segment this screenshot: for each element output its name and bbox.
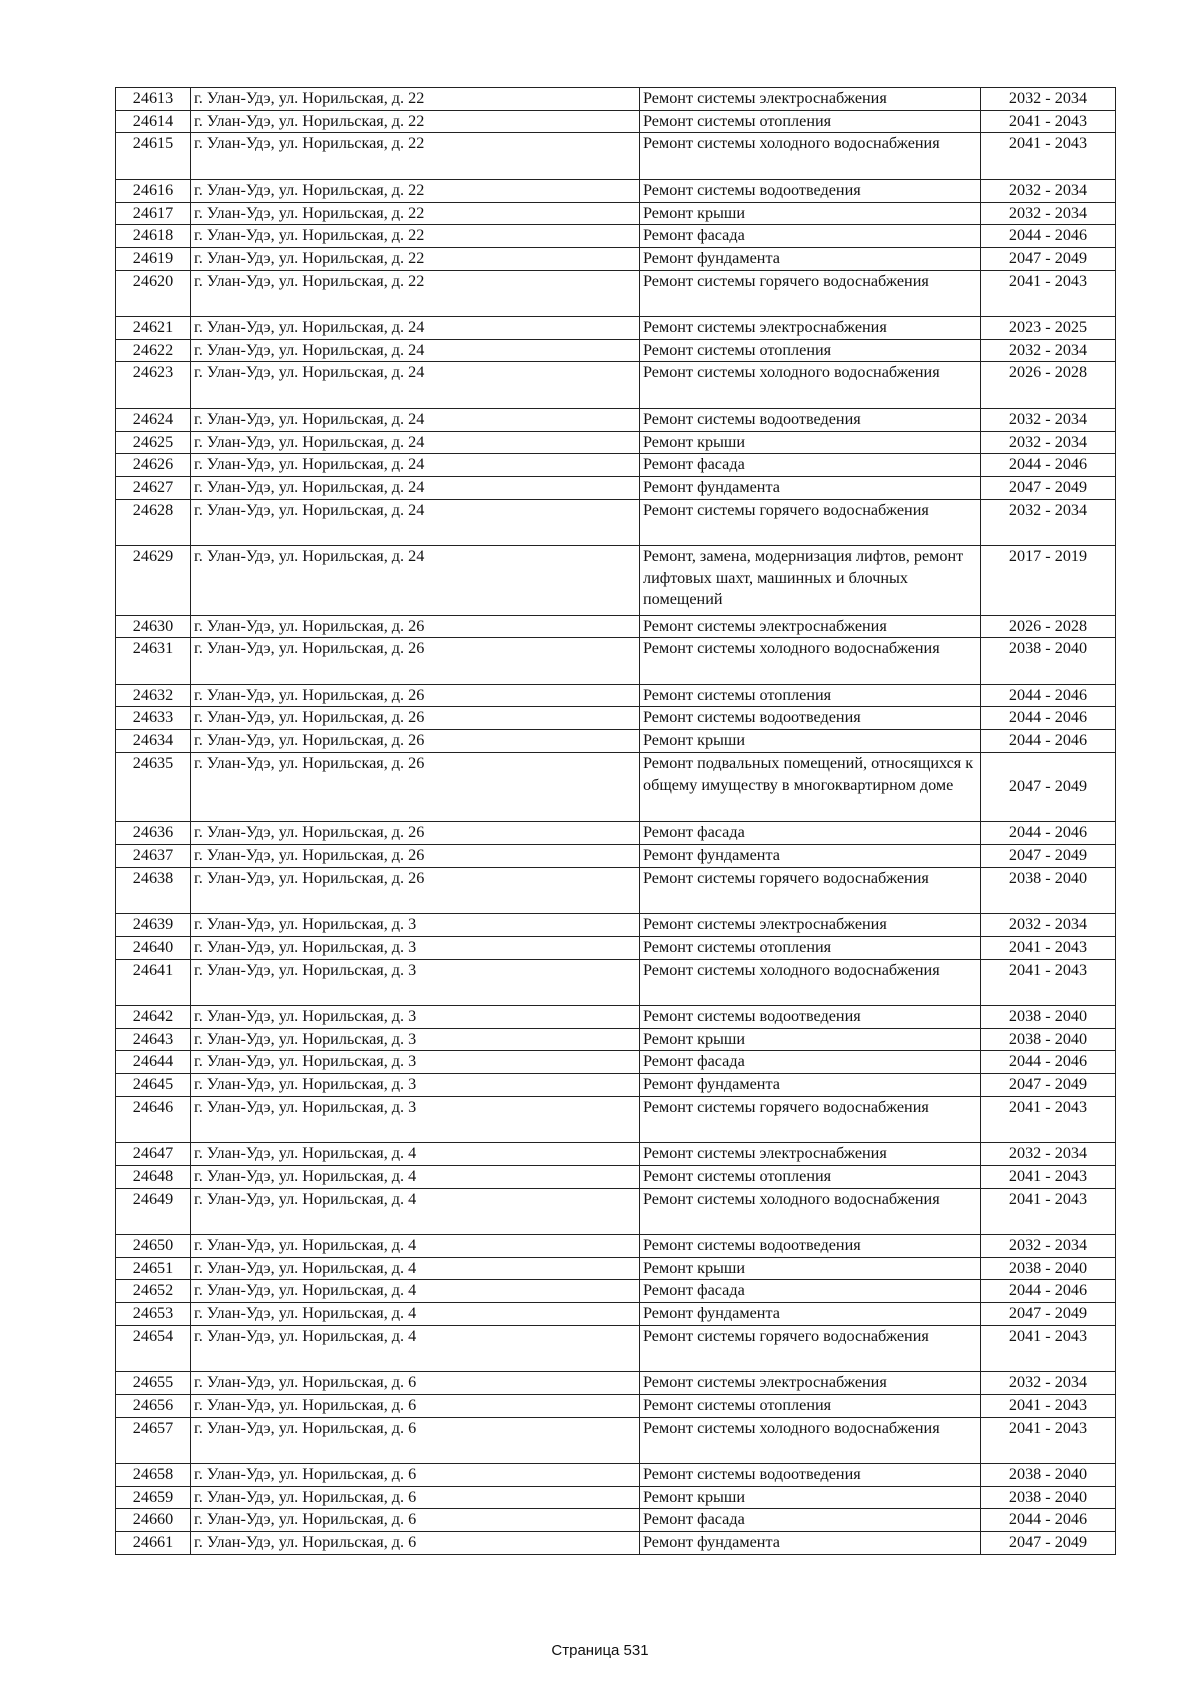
address-cell: г. Улан-Удэ, ул. Норильская, д. 4 — [191, 1188, 640, 1234]
table-row — [116, 752, 1116, 822]
work-type-cell: Ремонт фундамента — [640, 247, 981, 270]
table-row — [116, 408, 1116, 431]
period-cell: 2038 - 2040 — [981, 638, 1116, 684]
table-row — [116, 845, 1116, 868]
period-cell: 2041 - 2043 — [981, 1165, 1116, 1188]
period-cell: 2032 - 2034 — [981, 339, 1116, 362]
table-row — [116, 1532, 1116, 1555]
work-type-cell: Ремонт системы электроснабжения — [640, 1372, 981, 1395]
period-cell: 2023 - 2025 — [981, 317, 1116, 340]
address-cell: г. Улан-Удэ, ул. Норильская, д. 22 — [191, 88, 640, 111]
table-row — [116, 707, 1116, 730]
table-row — [116, 270, 1116, 316]
work-type-cell: Ремонт системы водоотведения — [640, 1234, 981, 1257]
row-number-cell: 24613 — [116, 88, 191, 111]
period-cell: 2041 - 2043 — [981, 133, 1116, 179]
row-number-cell: 24645 — [116, 1074, 191, 1097]
address-cell: г. Улан-Удэ, ул. Норильская, д. 24 — [191, 362, 640, 408]
table-row — [116, 499, 1116, 545]
table-row — [116, 914, 1116, 937]
work-type-cell: Ремонт крыши — [640, 1028, 981, 1051]
address-cell: г. Улан-Удэ, ул. Норильская, д. 6 — [191, 1394, 640, 1417]
address-cell: г. Улан-Удэ, ул. Норильская, д. 6 — [191, 1532, 640, 1555]
work-type-cell: Ремонт системы отопления — [640, 936, 981, 959]
row-number-cell: 24646 — [116, 1096, 191, 1142]
table-row — [116, 179, 1116, 202]
page-number: Страница 531 — [551, 1642, 649, 1659]
address-cell: г. Улан-Удэ, ул. Норильская, д. 4 — [191, 1165, 640, 1188]
period-cell: 2032 - 2034 — [981, 914, 1116, 937]
table-row — [116, 1074, 1116, 1097]
row-number-cell: 24615 — [116, 133, 191, 179]
row-number-cell: 24658 — [116, 1463, 191, 1486]
table-row — [116, 133, 1116, 179]
row-number-cell: 24650 — [116, 1234, 191, 1257]
row-number-cell: 24637 — [116, 845, 191, 868]
row-number-cell: 24635 — [116, 752, 191, 822]
row-number-cell: 24625 — [116, 431, 191, 454]
period-cell: 2032 - 2034 — [981, 1234, 1116, 1257]
period-cell: 2047 - 2049 — [981, 845, 1116, 868]
table-row — [116, 1188, 1116, 1234]
work-type-cell: Ремонт подвальных помещений, относящихся к общему имуществу в многоквартирном доме — [640, 752, 981, 822]
table-row — [116, 730, 1116, 753]
row-number-cell: 24629 — [116, 546, 191, 616]
address-cell: г. Улан-Удэ, ул. Норильская, д. 24 — [191, 546, 640, 616]
table-row — [116, 1096, 1116, 1142]
table-row — [116, 339, 1116, 362]
work-type-cell: Ремонт системы горячего водоснабжения — [640, 499, 981, 545]
work-type-cell: Ремонт крыши — [640, 431, 981, 454]
table-row — [116, 1372, 1116, 1395]
table-body — [116, 88, 1116, 1555]
period-cell: 2041 - 2043 — [981, 1096, 1116, 1142]
work-type-cell: Ремонт крыши — [640, 202, 981, 225]
period-cell: 2041 - 2043 — [981, 270, 1116, 316]
period-cell: 2041 - 2043 — [981, 1188, 1116, 1234]
row-number-cell: 24661 — [116, 1532, 191, 1555]
address-cell: г. Улан-Удэ, ул. Норильская, д. 24 — [191, 408, 640, 431]
table-row — [116, 1165, 1116, 1188]
table-row — [116, 1028, 1116, 1051]
row-number-cell: 24640 — [116, 936, 191, 959]
work-type-cell: Ремонт системы горячего водоснабжения — [640, 270, 981, 316]
row-number-cell: 24638 — [116, 867, 191, 913]
address-cell: г. Улан-Удэ, ул. Норильская, д. 26 — [191, 822, 640, 845]
table-row — [116, 317, 1116, 340]
row-number-cell: 24620 — [116, 270, 191, 316]
work-type-cell: Ремонт фасада — [640, 225, 981, 248]
row-number-cell: 24631 — [116, 638, 191, 684]
row-number-cell: 24649 — [116, 1188, 191, 1234]
address-cell: г. Улан-Удэ, ул. Норильская, д. 22 — [191, 247, 640, 270]
work-type-cell: Ремонт фундамента — [640, 476, 981, 499]
table-row — [116, 1303, 1116, 1326]
table-row — [116, 225, 1116, 248]
period-cell: 2044 - 2046 — [981, 730, 1116, 753]
table-row — [116, 1394, 1116, 1417]
period-cell: 2032 - 2034 — [981, 499, 1116, 545]
period-cell: 2044 - 2046 — [981, 225, 1116, 248]
row-number-cell: 24660 — [116, 1509, 191, 1532]
period-cell: 2032 - 2034 — [981, 431, 1116, 454]
table-row — [116, 88, 1116, 111]
row-number-cell: 24623 — [116, 362, 191, 408]
table-row — [116, 867, 1116, 913]
table-row — [116, 1143, 1116, 1166]
row-number-cell: 24628 — [116, 499, 191, 545]
work-type-cell: Ремонт крыши — [640, 730, 981, 753]
period-cell: 2038 - 2040 — [981, 1005, 1116, 1028]
work-type-cell: Ремонт фундамента — [640, 1303, 981, 1326]
table-row — [116, 936, 1116, 959]
work-type-cell: Ремонт системы горячего водоснабжения — [640, 1325, 981, 1371]
address-cell: г. Улан-Удэ, ул. Норильская, д. 4 — [191, 1303, 640, 1326]
address-cell: г. Улан-Удэ, ул. Норильская, д. 6 — [191, 1372, 640, 1395]
work-type-cell: Ремонт системы водоотведения — [640, 408, 981, 431]
period-cell: 2047 - 2049 — [981, 476, 1116, 499]
row-number-cell: 24624 — [116, 408, 191, 431]
address-cell: г. Улан-Удэ, ул. Норильская, д. 26 — [191, 845, 640, 868]
table-row — [116, 638, 1116, 684]
row-number-cell: 24633 — [116, 707, 191, 730]
row-number-cell: 24616 — [116, 179, 191, 202]
table-row — [116, 1005, 1116, 1028]
row-number-cell: 24655 — [116, 1372, 191, 1395]
row-number-cell: 24634 — [116, 730, 191, 753]
work-type-cell: Ремонт системы горячего водоснабжения — [640, 867, 981, 913]
period-cell: 2047 - 2049 — [981, 1303, 1116, 1326]
period-cell: 2041 - 2043 — [981, 1394, 1116, 1417]
period-cell: 2044 - 2046 — [981, 1509, 1116, 1532]
work-type-cell: Ремонт системы холодного водоснабжения — [640, 133, 981, 179]
row-number-cell: 24656 — [116, 1394, 191, 1417]
address-cell: г. Улан-Удэ, ул. Норильская, д. 6 — [191, 1486, 640, 1509]
work-type-cell: Ремонт фасада — [640, 1509, 981, 1532]
row-number-cell: 24639 — [116, 914, 191, 937]
work-type-cell: Ремонт системы горячего водоснабжения — [640, 1096, 981, 1142]
row-number-cell: 24651 — [116, 1257, 191, 1280]
row-number-cell: 24614 — [116, 110, 191, 133]
work-type-cell: Ремонт фасада — [640, 1051, 981, 1074]
address-cell: г. Улан-Удэ, ул. Норильская, д. 24 — [191, 317, 640, 340]
row-number-cell: 24659 — [116, 1486, 191, 1509]
period-cell: 2041 - 2043 — [981, 1417, 1116, 1463]
address-cell: г. Улан-Удэ, ул. Норильская, д. 3 — [191, 936, 640, 959]
period-cell: 2044 - 2046 — [981, 684, 1116, 707]
address-cell: г. Улан-Удэ, ул. Норильская, д. 24 — [191, 499, 640, 545]
period-cell: 2032 - 2034 — [981, 179, 1116, 202]
address-cell: г. Улан-Удэ, ул. Норильская, д. 22 — [191, 133, 640, 179]
work-type-cell: Ремонт системы отопления — [640, 339, 981, 362]
address-cell: г. Улан-Удэ, ул. Норильская, д. 3 — [191, 959, 640, 1005]
table-row — [116, 1280, 1116, 1303]
table-row — [116, 1325, 1116, 1371]
work-type-cell: Ремонт системы отопления — [640, 1165, 981, 1188]
work-type-cell: Ремонт системы отопления — [640, 110, 981, 133]
period-cell: 2038 - 2040 — [981, 1486, 1116, 1509]
table-row — [116, 1234, 1116, 1257]
work-type-cell: Ремонт фундамента — [640, 1074, 981, 1097]
table-row — [116, 684, 1116, 707]
address-cell: г. Улан-Удэ, ул. Норильская, д. 26 — [191, 752, 640, 822]
repair-schedule-table — [115, 87, 1116, 1555]
address-cell: г. Улан-Удэ, ул. Норильская, д. 3 — [191, 914, 640, 937]
work-type-cell: Ремонт системы электроснабжения — [640, 1143, 981, 1166]
address-cell: г. Улан-Удэ, ул. Норильская, д. 26 — [191, 684, 640, 707]
address-cell: г. Улан-Удэ, ул. Норильская, д. 26 — [191, 867, 640, 913]
work-type-cell: Ремонт системы водоотведения — [640, 1463, 981, 1486]
period-cell: 2044 - 2046 — [981, 707, 1116, 730]
work-type-cell: Ремонт системы отопления — [640, 1394, 981, 1417]
row-number-cell: 24630 — [116, 615, 191, 638]
work-type-cell: Ремонт фасада — [640, 822, 981, 845]
address-cell: г. Улан-Удэ, ул. Норильская, д. 3 — [191, 1051, 640, 1074]
row-number-cell: 24647 — [116, 1143, 191, 1166]
table-row — [116, 247, 1116, 270]
work-type-cell: Ремонт системы водоотведения — [640, 179, 981, 202]
row-number-cell: 24641 — [116, 959, 191, 1005]
row-number-cell: 24644 — [116, 1051, 191, 1074]
work-type-cell: Ремонт, замена, модернизация лифтов, ремонт лифтовых шахт, машинных и блочных помещений — [640, 546, 981, 616]
address-cell: г. Улан-Удэ, ул. Норильская, д. 3 — [191, 1005, 640, 1028]
table-row — [116, 1509, 1116, 1532]
address-cell: г. Улан-Удэ, ул. Норильская, д. 24 — [191, 431, 640, 454]
period-cell: 2038 - 2040 — [981, 867, 1116, 913]
address-cell: г. Улан-Удэ, ул. Норильская, д. 3 — [191, 1074, 640, 1097]
period-cell: 2038 - 2040 — [981, 1028, 1116, 1051]
row-number-cell: 24622 — [116, 339, 191, 362]
period-cell: 2047 - 2049 — [981, 1074, 1116, 1097]
row-number-cell: 24626 — [116, 454, 191, 477]
period-cell: 2041 - 2043 — [981, 936, 1116, 959]
table-row — [116, 110, 1116, 133]
period-cell: 2032 - 2034 — [981, 408, 1116, 431]
row-number-cell: 24653 — [116, 1303, 191, 1326]
period-cell: 2044 - 2046 — [981, 1280, 1116, 1303]
row-number-cell: 24643 — [116, 1028, 191, 1051]
period-cell: 2026 - 2028 — [981, 615, 1116, 638]
table-row — [116, 1486, 1116, 1509]
table-row — [116, 959, 1116, 1005]
period-cell: 2044 - 2046 — [981, 822, 1116, 845]
work-type-cell: Ремонт системы холодного водоснабжения — [640, 638, 981, 684]
work-type-cell: Ремонт системы холодного водоснабжения — [640, 362, 981, 408]
address-cell: г. Улан-Удэ, ул. Норильская, д. 3 — [191, 1096, 640, 1142]
address-cell: г. Улан-Удэ, ул. Норильская, д. 6 — [191, 1509, 640, 1532]
period-cell: 2032 - 2034 — [981, 88, 1116, 111]
period-cell: 2047 - 2049 — [981, 752, 1116, 822]
work-type-cell: Ремонт системы электроснабжения — [640, 317, 981, 340]
row-number-cell: 24617 — [116, 202, 191, 225]
address-cell: г. Улан-Удэ, ул. Норильская, д. 26 — [191, 730, 640, 753]
address-cell: г. Улан-Удэ, ул. Норильская, д. 4 — [191, 1325, 640, 1371]
address-cell: г. Улан-Удэ, ул. Норильская, д. 4 — [191, 1280, 640, 1303]
address-cell: г. Улан-Удэ, ул. Норильская, д. 24 — [191, 476, 640, 499]
address-cell: г. Улан-Удэ, ул. Норильская, д. 6 — [191, 1463, 640, 1486]
period-cell: 2041 - 2043 — [981, 110, 1116, 133]
address-cell: г. Улан-Удэ, ул. Норильская, д. 3 — [191, 1028, 640, 1051]
row-number-cell: 24636 — [116, 822, 191, 845]
address-cell: г. Улан-Удэ, ул. Норильская, д. 24 — [191, 339, 640, 362]
work-type-cell: Ремонт системы электроснабжения — [640, 914, 981, 937]
work-type-cell: Ремонт системы холодного водоснабжения — [640, 959, 981, 1005]
work-type-cell: Ремонт системы электроснабжения — [640, 88, 981, 111]
work-type-cell: Ремонт системы электроснабжения — [640, 615, 981, 638]
table-row — [116, 615, 1116, 638]
address-cell: г. Улан-Удэ, ул. Норильская, д. 22 — [191, 202, 640, 225]
row-number-cell: 24648 — [116, 1165, 191, 1188]
period-cell: 2032 - 2034 — [981, 1143, 1116, 1166]
work-type-cell: Ремонт фасада — [640, 454, 981, 477]
address-cell: г. Улан-Удэ, ул. Норильская, д. 26 — [191, 638, 640, 684]
address-cell: г. Улан-Удэ, ул. Норильская, д. 4 — [191, 1143, 640, 1166]
period-cell: 2041 - 2043 — [981, 1325, 1116, 1371]
address-cell: г. Улан-Удэ, ул. Норильская, д. 22 — [191, 270, 640, 316]
work-type-cell: Ремонт крыши — [640, 1486, 981, 1509]
period-cell: 2041 - 2043 — [981, 959, 1116, 1005]
address-cell: г. Улан-Удэ, ул. Норильская, д. 24 — [191, 454, 640, 477]
period-cell: 2047 - 2049 — [981, 247, 1116, 270]
period-cell: 2017 - 2019 — [981, 546, 1116, 616]
table-row — [116, 1257, 1116, 1280]
work-type-cell: Ремонт фундамента — [640, 845, 981, 868]
period-cell: 2038 - 2040 — [981, 1463, 1116, 1486]
table-row — [116, 202, 1116, 225]
table-row — [116, 546, 1116, 616]
row-number-cell: 24632 — [116, 684, 191, 707]
address-cell: г. Улан-Удэ, ул. Норильская, д. 22 — [191, 225, 640, 248]
work-type-cell: Ремонт фасада — [640, 1280, 981, 1303]
row-number-cell: 24619 — [116, 247, 191, 270]
table-row — [116, 431, 1116, 454]
row-number-cell: 24652 — [116, 1280, 191, 1303]
address-cell: г. Улан-Удэ, ул. Норильская, д. 22 — [191, 110, 640, 133]
address-cell: г. Улан-Удэ, ул. Норильская, д. 26 — [191, 615, 640, 638]
row-number-cell: 24642 — [116, 1005, 191, 1028]
table-row — [116, 1463, 1116, 1486]
address-cell: г. Улан-Удэ, ул. Норильская, д. 6 — [191, 1417, 640, 1463]
period-cell: 2026 - 2028 — [981, 362, 1116, 408]
period-cell: 2032 - 2034 — [981, 1372, 1116, 1395]
table-row — [116, 822, 1116, 845]
table-row — [116, 1051, 1116, 1074]
row-number-cell: 24621 — [116, 317, 191, 340]
table-row — [116, 362, 1116, 408]
period-cell: 2044 - 2046 — [981, 1051, 1116, 1074]
row-number-cell: 24657 — [116, 1417, 191, 1463]
row-number-cell: 24627 — [116, 476, 191, 499]
period-cell: 2044 - 2046 — [981, 454, 1116, 477]
period-cell: 2047 - 2049 — [981, 1532, 1116, 1555]
table-row — [116, 476, 1116, 499]
table-row — [116, 1417, 1116, 1463]
row-number-cell: 24618 — [116, 225, 191, 248]
address-cell: г. Улан-Удэ, ул. Норильская, д. 4 — [191, 1234, 640, 1257]
address-cell: г. Улан-Удэ, ул. Норильская, д. 26 — [191, 707, 640, 730]
work-type-cell: Ремонт системы водоотведения — [640, 1005, 981, 1028]
work-type-cell: Ремонт фундамента — [640, 1532, 981, 1555]
work-type-cell: Ремонт крыши — [640, 1257, 981, 1280]
row-number-cell: 24654 — [116, 1325, 191, 1371]
table-row — [116, 454, 1116, 477]
period-cell: 2038 - 2040 — [981, 1257, 1116, 1280]
work-type-cell: Ремонт системы холодного водоснабжения — [640, 1188, 981, 1234]
address-cell: г. Улан-Удэ, ул. Норильская, д. 4 — [191, 1257, 640, 1280]
work-type-cell: Ремонт системы холодного водоснабжения — [640, 1417, 981, 1463]
work-type-cell: Ремонт системы водоотведения — [640, 707, 981, 730]
work-type-cell: Ремонт системы отопления — [640, 684, 981, 707]
period-cell: 2032 - 2034 — [981, 202, 1116, 225]
address-cell: г. Улан-Удэ, ул. Норильская, д. 22 — [191, 179, 640, 202]
